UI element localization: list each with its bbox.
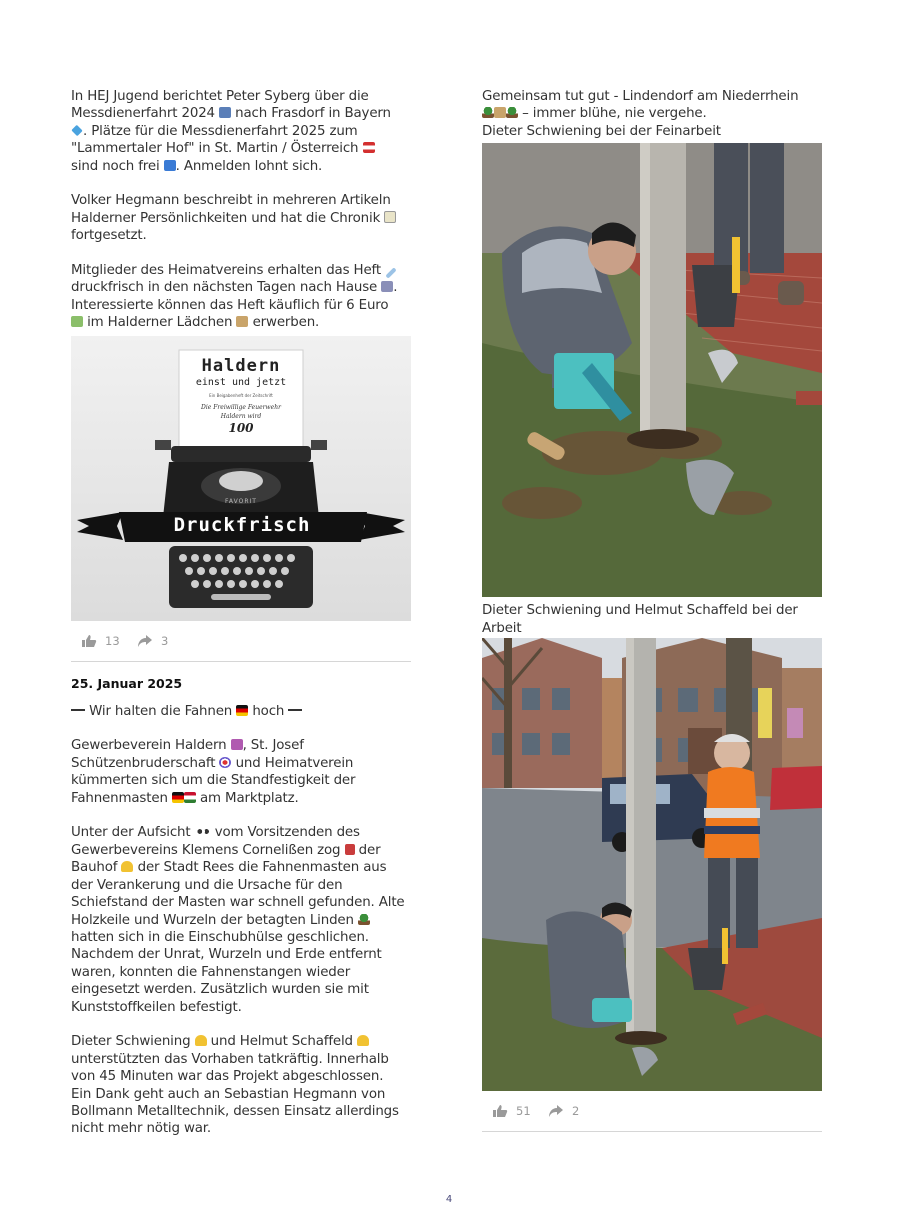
- dash-icon: [71, 709, 85, 711]
- text-line: Kunststoffkeilen befestigt.: [71, 999, 242, 1015]
- text-line: Interessierte können das Heft käuflich für 6 Euro: [71, 297, 389, 313]
- construction-worker-emoji: [357, 1035, 369, 1046]
- construction-worker-emoji: [345, 844, 355, 855]
- like-count: 13: [105, 633, 120, 648]
- text-line: Schützenbruderschaft: [71, 755, 216, 771]
- photo2-caption: [482, 602, 822, 637]
- druckfrisch-banner: Druckfrisch: [173, 513, 311, 536]
- shopping-emoji: [231, 739, 243, 750]
- text-line: unterstützten das Vorhaben tatkräftig. Innerhalb: [71, 1051, 389, 1067]
- text-line: der: [358, 842, 381, 858]
- text-line: waren, konnten die Fahnenstangen wieder: [71, 964, 351, 980]
- reactions-bar: [482, 1091, 822, 1131]
- share-counter[interactable]: [548, 1104, 579, 1118]
- feinarbeit-photo: [482, 143, 822, 597]
- helfer-paragraph: [71, 1033, 411, 1137]
- book-subtitle: einst und jetzt: [195, 376, 287, 388]
- text-line: .: [393, 280, 398, 296]
- chronik-paragraph: [71, 192, 411, 244]
- memo-emoji: [384, 211, 396, 223]
- text-line: am Marktplatz.: [200, 790, 299, 806]
- text-line: Holzkeile und Wurzeln der betagten Linden: [71, 912, 354, 928]
- text-line: In HEJ Jugend berichtet Peter Syberg über die: [71, 89, 369, 104]
- tree-emoji: [506, 107, 518, 118]
- right-column: [482, 88, 822, 1132]
- arbeit-illustration: [482, 638, 822, 1091]
- eyes-emoji: [195, 826, 211, 837]
- free-emoji: [164, 160, 176, 171]
- text-line: im Halderner Lädchen: [87, 315, 233, 331]
- text-line: Schiefstand der Masten war schnell gefunden. Alte: [71, 895, 405, 911]
- text-line: Fahnenmasten: [71, 790, 168, 806]
- like-counter[interactable]: [492, 1104, 531, 1118]
- heft-paragraph: [71, 262, 411, 332]
- text-line: Nachdem der Unrat, Wurzeln und Erde entfernt: [71, 947, 382, 963]
- feinarbeit-illustration: [482, 143, 822, 597]
- construction-worker-emoji: [121, 861, 133, 872]
- lindendorf-paragraph: [482, 88, 822, 140]
- text-line: Wir halten die Fahnen: [89, 703, 233, 719]
- text-line: . Plätze für die Messdienerfahrt 2025 zum: [83, 123, 358, 139]
- text-line: und Heimatverein: [235, 755, 354, 771]
- dash-icon: [288, 709, 302, 711]
- thumbs-up-icon: [81, 634, 97, 648]
- construction-worker-emoji: [195, 1035, 207, 1046]
- share-icon: [548, 1104, 564, 1118]
- share-counter[interactable]: [137, 634, 168, 648]
- text-line: druckfrisch in den nächsten Tagen nach Hause: [71, 280, 378, 296]
- text-line: Dieter Schwiening: [71, 1034, 191, 1050]
- text-line: Gemeinsam tut gut - Lindendorf am Niederrhein: [482, 89, 799, 104]
- reactions-bar: [71, 621, 411, 661]
- text-line: – immer blühe, nie vergehe.: [522, 106, 707, 122]
- text-line: Halderner Persönlichkeiten und hat die Chronik: [71, 210, 381, 226]
- text-line: vom Vorsitzenden des: [214, 825, 360, 841]
- diamond-emoji: [71, 125, 82, 136]
- share-count: 3: [161, 633, 169, 648]
- typewriter-brand: FAVORIT: [225, 497, 257, 505]
- text-line: kümmerten sich um die Standfestigkeit der: [71, 773, 356, 789]
- syringe-emoji: [385, 267, 396, 278]
- tree-emoji: [358, 914, 370, 925]
- text-line: nach Frasdorf in Bayern: [235, 106, 391, 122]
- text-line: Unter der Aufsicht: [71, 825, 191, 841]
- text-line: und Helmut Schaffeld: [210, 1034, 353, 1050]
- page-number: 4: [445, 1194, 453, 1205]
- divider: [482, 1131, 822, 1132]
- book-number: 100: [228, 420, 254, 435]
- text-line: nicht mehr nötig war.: [71, 1121, 212, 1137]
- left-column: [71, 88, 411, 1138]
- text-line: Gewerbevereins Klemens Cornelißen zog: [71, 842, 341, 858]
- aufsicht-paragraph: [71, 824, 411, 1015]
- share-icon: [137, 634, 153, 648]
- gewerbeverein-paragraph: [71, 737, 411, 807]
- book-small-2: Die Freiwillige Feuerwehr: [201, 403, 281, 411]
- hungary-flag-emoji: [184, 792, 196, 803]
- text-line: . Anmelden lohnt sich.: [175, 158, 323, 174]
- germany-flag-emoji: [236, 705, 248, 716]
- text-line: "Lammertaler Hof" in St. Martin / Österreich: [71, 141, 359, 157]
- text-line: Mitglieder des Heimatvereins erhalten das Heft: [71, 263, 381, 279]
- book-small-3: Haldern wird: [220, 412, 262, 420]
- text-line: Dieter Schwiening und Helmut Schaffeld bei der: [482, 603, 798, 619]
- text-line: sind noch frei: [71, 158, 160, 174]
- text-line: der Verankerung und die Ursache für den: [71, 877, 343, 893]
- germany-flag-emoji: [172, 792, 184, 803]
- text-line: erwerben.: [252, 315, 320, 331]
- house-emoji: [236, 316, 248, 327]
- text-line: Ein Dank geht auch an Sebastian Hegmann von: [71, 1086, 386, 1102]
- text-line: eingesetzt werden. Zusätzlich wurden sie mit: [71, 982, 369, 998]
- money-emoji: [71, 316, 83, 327]
- share-count: 2: [572, 1104, 580, 1119]
- text-line: fortgesetzt.: [71, 228, 147, 244]
- text-line: Bollmann Metalltechnik, dessen Einsatz allerdings: [71, 1103, 399, 1119]
- bus-emoji: [219, 107, 231, 118]
- text-line: Messdienerfahrt 2024: [71, 106, 215, 122]
- book-small-1: Ein Beigabenheft der Zeitschrift: [209, 392, 273, 398]
- like-count: 51: [516, 1104, 531, 1119]
- arbeit-photo: [482, 638, 822, 1091]
- text-line: Dieter Schwiening bei der Feinarbeit: [482, 123, 721, 139]
- text-line: , St. Josef: [242, 738, 304, 754]
- fahnen-headline: [71, 703, 411, 720]
- mailbox-emoji: [381, 281, 393, 292]
- text-line: Arbeit: [482, 620, 522, 636]
- text-line: von 45 Minuten war das Projekt abgeschlossen.: [71, 1069, 384, 1085]
- text-line: hatten sich in die Einschubhülse geschlichen.: [71, 929, 369, 945]
- post-date: 25. Januar 2025: [71, 675, 183, 691]
- hej-paragraph: [71, 88, 411, 175]
- target-emoji: [219, 757, 231, 768]
- austria-flag-emoji: [363, 142, 375, 153]
- text-line: Gewerbeverein Haldern: [71, 738, 227, 754]
- house-emoji: [494, 107, 506, 118]
- typewriter-image: [71, 336, 411, 621]
- like-counter[interactable]: [81, 634, 120, 648]
- text-line: Volker Hegmann beschreibt in mehreren Artikeln: [71, 193, 391, 209]
- tree-emoji: [482, 107, 494, 118]
- text-line: Bauhof: [71, 860, 118, 876]
- text-line: hoch: [252, 703, 285, 719]
- thumbs-up-icon: [492, 1104, 508, 1118]
- book-title: Haldern: [201, 355, 281, 376]
- text-line: der Stadt Rees die Fahnenmasten aus: [137, 860, 387, 876]
